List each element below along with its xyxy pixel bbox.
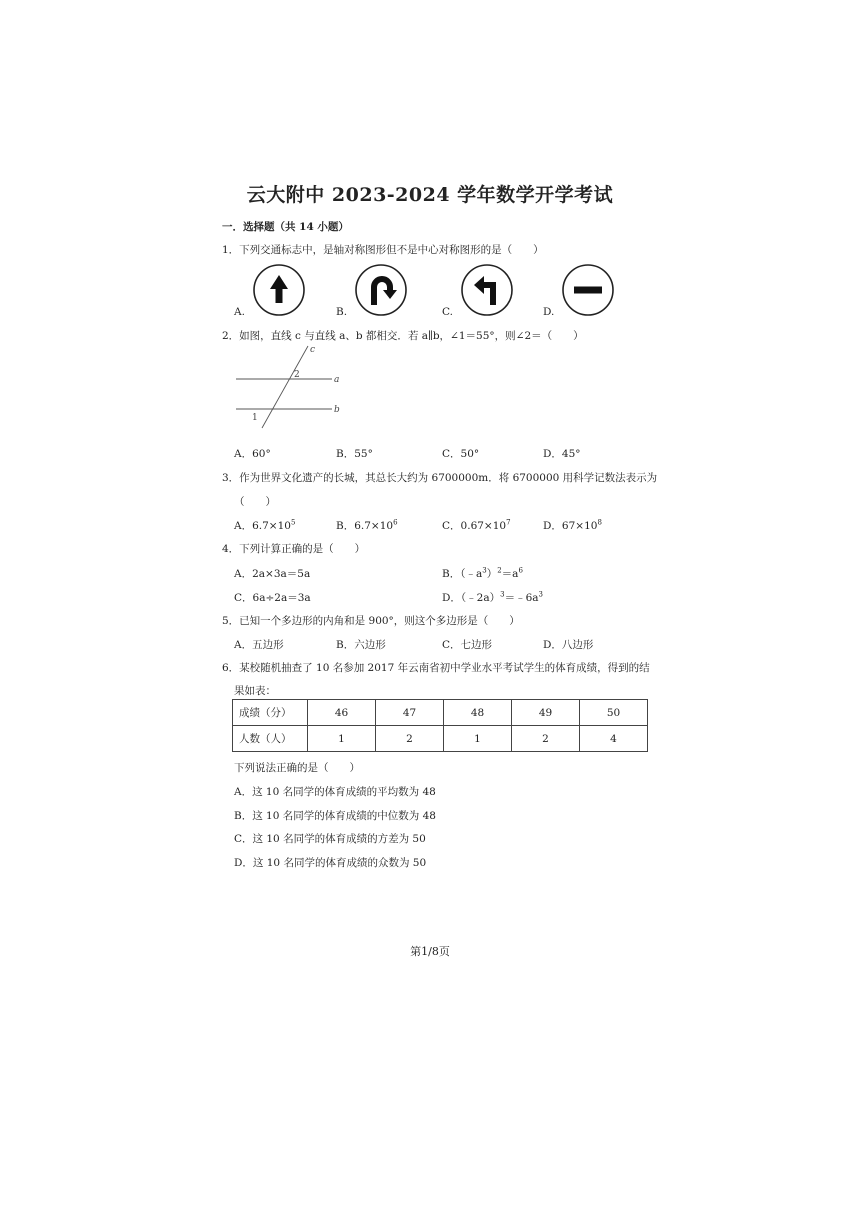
scores-table	[232, 699, 648, 752]
line-c-label: c	[310, 345, 316, 355]
q3-option-c: C．$0.67\times 10^7$	[442, 518, 511, 532]
q2-option-d: D．45°	[543, 448, 581, 460]
turn-left-icon	[460, 263, 514, 317]
table-cell: 4	[580, 726, 648, 752]
q5-option-a: A．五边形	[234, 639, 284, 651]
question-1-stem: 1．下列交通标志中，是轴对称图形但不是中心对称图形的是（ ）	[222, 244, 544, 256]
line-b-label: b	[334, 405, 340, 415]
parallel-lines-figure	[232, 342, 352, 430]
q4-option-a: A．2a×3a＝5a	[234, 568, 311, 580]
table-cell: 人数（人）	[233, 726, 308, 752]
section-heading: 一．选择题（共 14 小题）	[222, 221, 349, 233]
table-cell: 47	[376, 700, 444, 726]
u-turn-icon	[354, 263, 408, 317]
table-row	[233, 726, 648, 752]
q2-option-c: C．50°	[442, 448, 480, 460]
q3-option-d: D．$67\times 10^8$	[543, 518, 602, 532]
arrow-up-icon	[252, 263, 306, 317]
line-a-label: a	[334, 375, 340, 385]
table-cell: 1	[308, 726, 376, 752]
q5-option-c: C．七边形	[442, 639, 493, 651]
table-cell: 50	[580, 700, 648, 726]
question-6-prompt: 下列说法正确的是（ ）	[234, 762, 360, 774]
question-4-stem: 4．下列计算正确的是（ ）	[222, 543, 366, 555]
q4-option-b: B．$(﹣a^3)^2=a^6$	[442, 566, 523, 580]
table-cell: 2	[512, 726, 580, 752]
table-cell: 46	[308, 700, 376, 726]
question-2-stem: 2．如图，直线 c 与直线 a、b 都相交．若 a∥b，∠1＝55°，则∠2＝（ ）	[222, 330, 584, 342]
q6-option-b: B．这 10 名同学的体育成绩的中位数为 48	[234, 810, 436, 822]
table-cell: 1	[444, 726, 512, 752]
question-5-stem: 5．已知一个多边形的内角和是 900°，则这个多边形是（ ）	[222, 615, 520, 627]
q1-option-d-label: D.	[543, 306, 555, 318]
table-cell: 48	[444, 700, 512, 726]
q6-option-d: D．这 10 名同学的体育成绩的众数为 50	[234, 857, 427, 869]
question-3-stem-line2: （ ）	[234, 496, 276, 508]
no-entry-icon	[561, 263, 615, 317]
q4-option-c: C．6a÷2a＝3a	[234, 592, 311, 604]
q5-option-b: B．六边形	[336, 639, 386, 651]
q2-option-a: A．60°	[234, 448, 271, 460]
q1-option-a-label: A.	[234, 306, 245, 318]
table-cell: 2	[376, 726, 444, 752]
q5-option-d: D．八边形	[543, 639, 594, 651]
page-number: 第1/8页	[410, 945, 450, 958]
table-cell: 成绩（分）	[233, 700, 308, 726]
q6-option-a: A．这 10 名同学的体育成绩的平均数为 48	[234, 786, 436, 798]
q6-option-c: C．这 10 名同学的体育成绩的方差为 50	[234, 833, 426, 845]
question-6-stem-line2: 果如表：	[234, 685, 276, 697]
question-6-stem-line1: 6．某校随机抽查了 10 名参加 2017 年云南省初中学业水平考试学生的体育成绩，得到的结	[222, 662, 650, 674]
q3-option-a: A．$6.7\times 10^5$	[234, 518, 296, 532]
q4-option-d: D．$(﹣2a)^3=﹣6a^3$	[442, 590, 544, 604]
q3-option-b: B．$6.7\times 10^6$	[336, 518, 398, 532]
q2-option-b: B．55°	[336, 448, 373, 460]
angle-2-label: 2	[294, 370, 300, 380]
exam-title: 云大附中 2023-2024 学年数学开学考试	[246, 184, 614, 206]
table-cell: 49	[512, 700, 580, 726]
angle-1-label: 1	[252, 413, 258, 423]
table-row	[233, 700, 648, 726]
q1-option-b-label: B.	[336, 306, 348, 318]
question-3-stem-line1: 3．作为世界文化遗产的长城，其总长大约为 6700000m．将 6700000 用科学记数法表示为	[222, 472, 658, 484]
q1-option-c-label: C.	[442, 306, 453, 318]
